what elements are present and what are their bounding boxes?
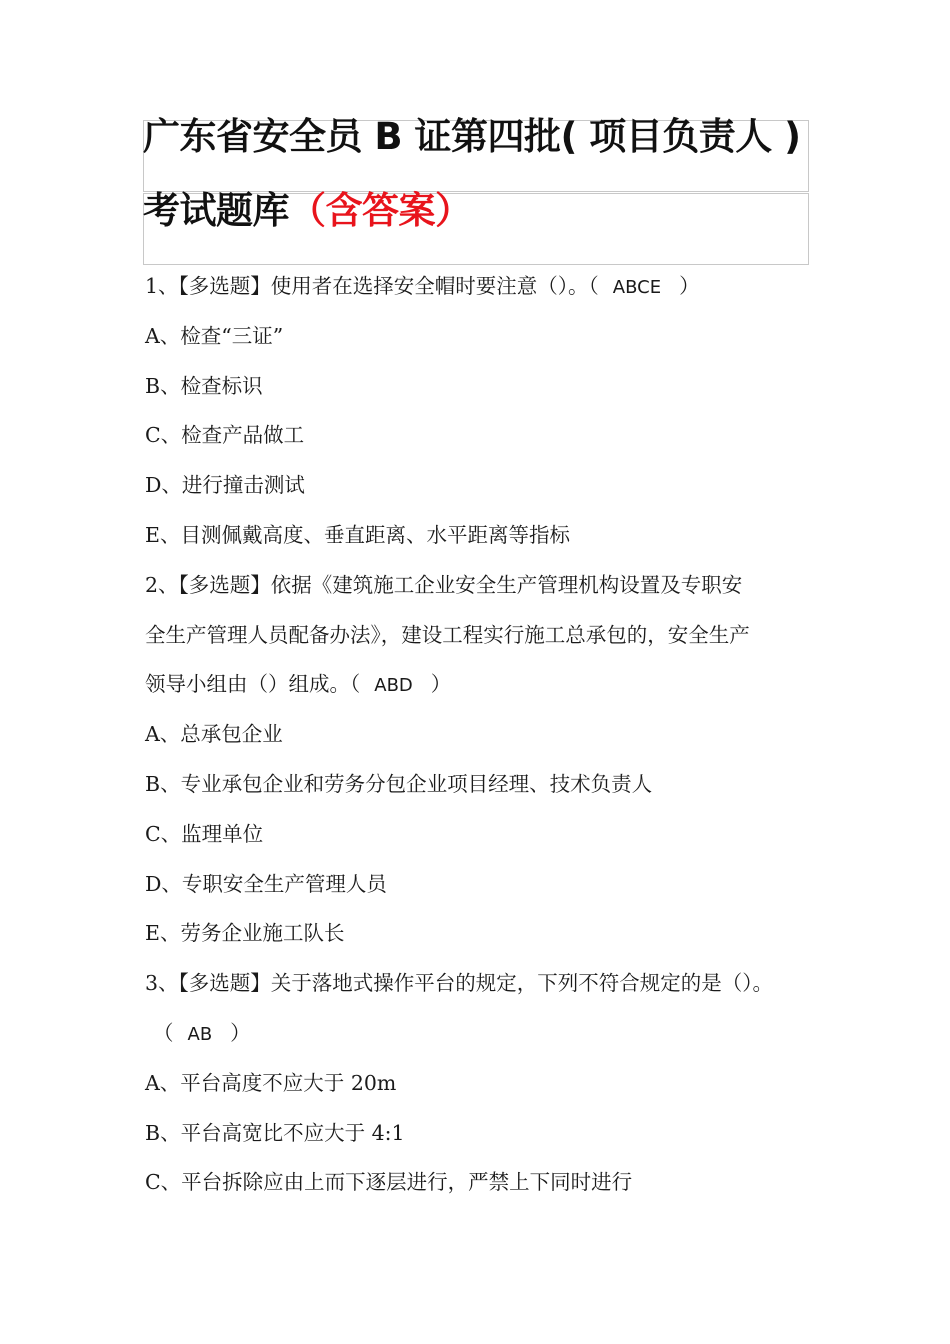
- question-2-stem-line-2: 全生产管理人员配备办法》，建设工程实行施工总承包的，安全生产: [145, 622, 750, 647]
- question-list: [145, 262, 815, 1208]
- question-3-stem-line-1: 3、【多选题】关于落地式操作平台的规定，下列不符合规定的是（）。: [145, 971, 774, 996]
- question-1-answer: ABCE: [612, 277, 662, 298]
- question-1-option-b: B、检查标识: [145, 373, 263, 398]
- question-3-answer-close: ）: [230, 1020, 251, 1045]
- question-2-stem-line-1: 2、【多选题】依据《建筑施工企业安全生产管理机构设置及专职安: [145, 572, 743, 597]
- question-1-stem: [145, 262, 815, 312]
- question-1-option-c: C、检查产品做工: [145, 423, 305, 448]
- title-line-1: 广东省安全员 B 证第四批( 项目负责人 ): [143, 115, 801, 158]
- question-2-answer: ABD: [374, 675, 413, 697]
- title-line-2: [143, 180, 472, 234]
- question-1-option-d: D、进行撞击测试: [145, 473, 305, 498]
- question-2-option-d: D、专职安全生产管理人员: [145, 871, 387, 896]
- question-2-option-c: C、监理单位: [145, 821, 264, 846]
- question-2-stem-text: 领导小组由（）组成。（: [145, 672, 361, 697]
- question-2-option-b: B、专业承包企业和劳务分包企业项目经理、技术负责人: [145, 771, 653, 796]
- question-1-option-e: E、目测佩戴高度、垂直距离、水平距离等指标: [145, 522, 570, 547]
- question-3-answer-open: （: [153, 1020, 174, 1045]
- question-3-option-c: C、平台拆除应由上而下逐层进行，严禁上下同时进行: [145, 1170, 633, 1195]
- question-2-answer-close: ）: [430, 672, 452, 697]
- question-3-option-a: A、平台高度不应大于 20m: [145, 1070, 397, 1095]
- question-1-option-a: A、检查“三证”: [145, 323, 284, 348]
- question-2-option-a: A、总承包企业: [145, 722, 283, 747]
- question-2-option-e: E、劳务企业施工队长: [145, 921, 345, 946]
- question-1-answer-close: ）: [679, 274, 700, 298]
- question-2-stem-line-3: [145, 660, 815, 710]
- title-line-2-highlight: （含答案）: [289, 189, 472, 232]
- question-3-option-b: B、平台高宽比不应大于 4:1: [145, 1120, 405, 1145]
- question-3-stem-line-2: [145, 1009, 815, 1059]
- question-1-stem-text: 1、【多选题】使用者在选择安全帽时要注意（）。（: [145, 274, 599, 298]
- title-line-2-main: 考试题库: [143, 189, 289, 232]
- question-3-answer: AB: [187, 1023, 213, 1045]
